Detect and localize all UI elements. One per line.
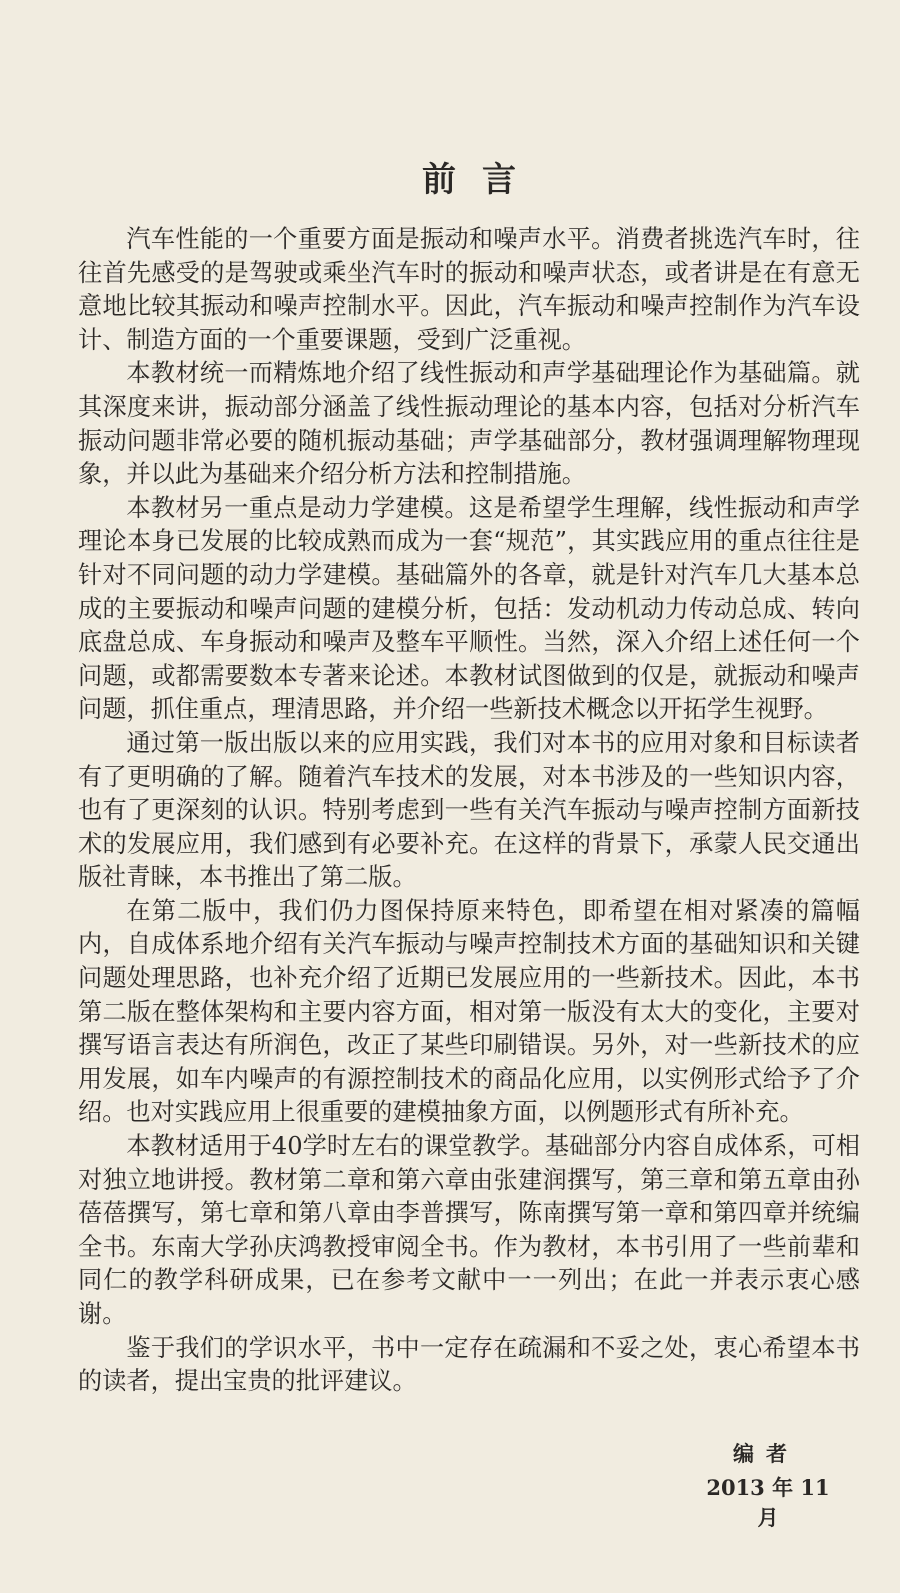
signature-author: 编者 bbox=[733, 1440, 799, 1466]
paragraph: 在第二版中，我们仍力图保持原来特色，即希望在相对紧凑的篇幅内，自成体系地介绍有关汽车振动与噪声控制技术方面的基础知识和关键问题处理思路，也补充介绍了近期已发展应用的一些新技术。因此，本书第二版在整体架构和主要内容方面，相对第一版没有太大的变化，主要对撰写语言表达有所润色，改正了某些印刷错误。另外，对一些新技术的应用发展，如车内噪声的有源控制技术的商品化应用，以实例形式给予了介绍。也对实践应用上很重要的建模抽象方面，以例题形式有所补充。 bbox=[78, 896, 860, 1127]
page-title: 前言 bbox=[422, 160, 542, 200]
paragraph: 本教材适用于40学时左右的课堂教学。基础部分内容自成体系，可相对独立地讲授。教材第二章和第六章由张建润撰写，第三章和第五章由孙蓓蓓撰写，第七章和第八章由李普撰写，陈南撰写第一章和第四章并统编全书。东南大学孙庆鸿教授审阅全书。作为教材，本书引用了一些前辈和同仁的教学科研成果，已在参考文献中一一列出；在此一并表示衷心感谢。 bbox=[78, 1132, 860, 1328]
preface-body bbox=[78, 223, 860, 1399]
paragraph: 汽车性能的一个重要方面是振动和噪声水平。消费者挑选汽车时，往往首先感受的是驾驶或乘坐汽车时的振动和噪声状态，或者讲是在有意无意地比较其振动和噪声控制水平。因此，汽车振动和噪声控制作为汽车设计、制造方面的一个重要课题，受到广泛重视。 bbox=[78, 225, 860, 354]
paragraph: 本教材另一重点是动力学建模。这是希望学生理解，线性振动和声学理论本身已发展的比较成熟而成为一套“规范”，其实践应用的重点往往是针对不同问题的动力学建模。基础篇外的各章，就是针对汽车几大基本总成的主要振动和噪声问题的建模分析，包括：发动机动力传动总成、转向底盘总成、车身振动和噪声及整车平顺性。当然，深入介绍上述任何一个问题，或都需要数本专著来论述。本教材试图做到的仅是，就振动和噪声问题，抓住重点，理清思路，并介绍一些新技术概念以开拓学生视野。 bbox=[78, 493, 860, 724]
signature-block bbox=[78, 1439, 860, 1533]
paragraph: 本教材统一而精炼地介绍了线性振动和声学基础理论作为基础篇。就其深度来讲，振动部分涵盖了线性振动理论的基本内容，包括对分析汽车振动问题非常必要的随机振动基础；声学基础部分，教材强调理解物理现象，并以此为基础来介绍分析方法和控制措施。 bbox=[78, 359, 860, 489]
paragraph: 鉴于我们的学识水平，书中一定存在疏漏和不妥之处，衷心希望本书的读者，提出宝贵的批评建议。 bbox=[78, 1333, 860, 1396]
paragraph: 通过第一版出版以来的应用实践，我们对本书的应用对象和目标读者有了更明确的了解。随着汽车技术的发展，对本书涉及的一些知识内容，也有了更深刻的认识。特别考虑到一些有关汽车振动与噪声控制方面新技术的发展应用，我们感到有必要补充。在这样的背景下，承蒙人民交通出版社青睐，本书推出了第二版。 bbox=[78, 728, 860, 892]
signature-date: 2013 年 11 月 bbox=[706, 1474, 830, 1530]
